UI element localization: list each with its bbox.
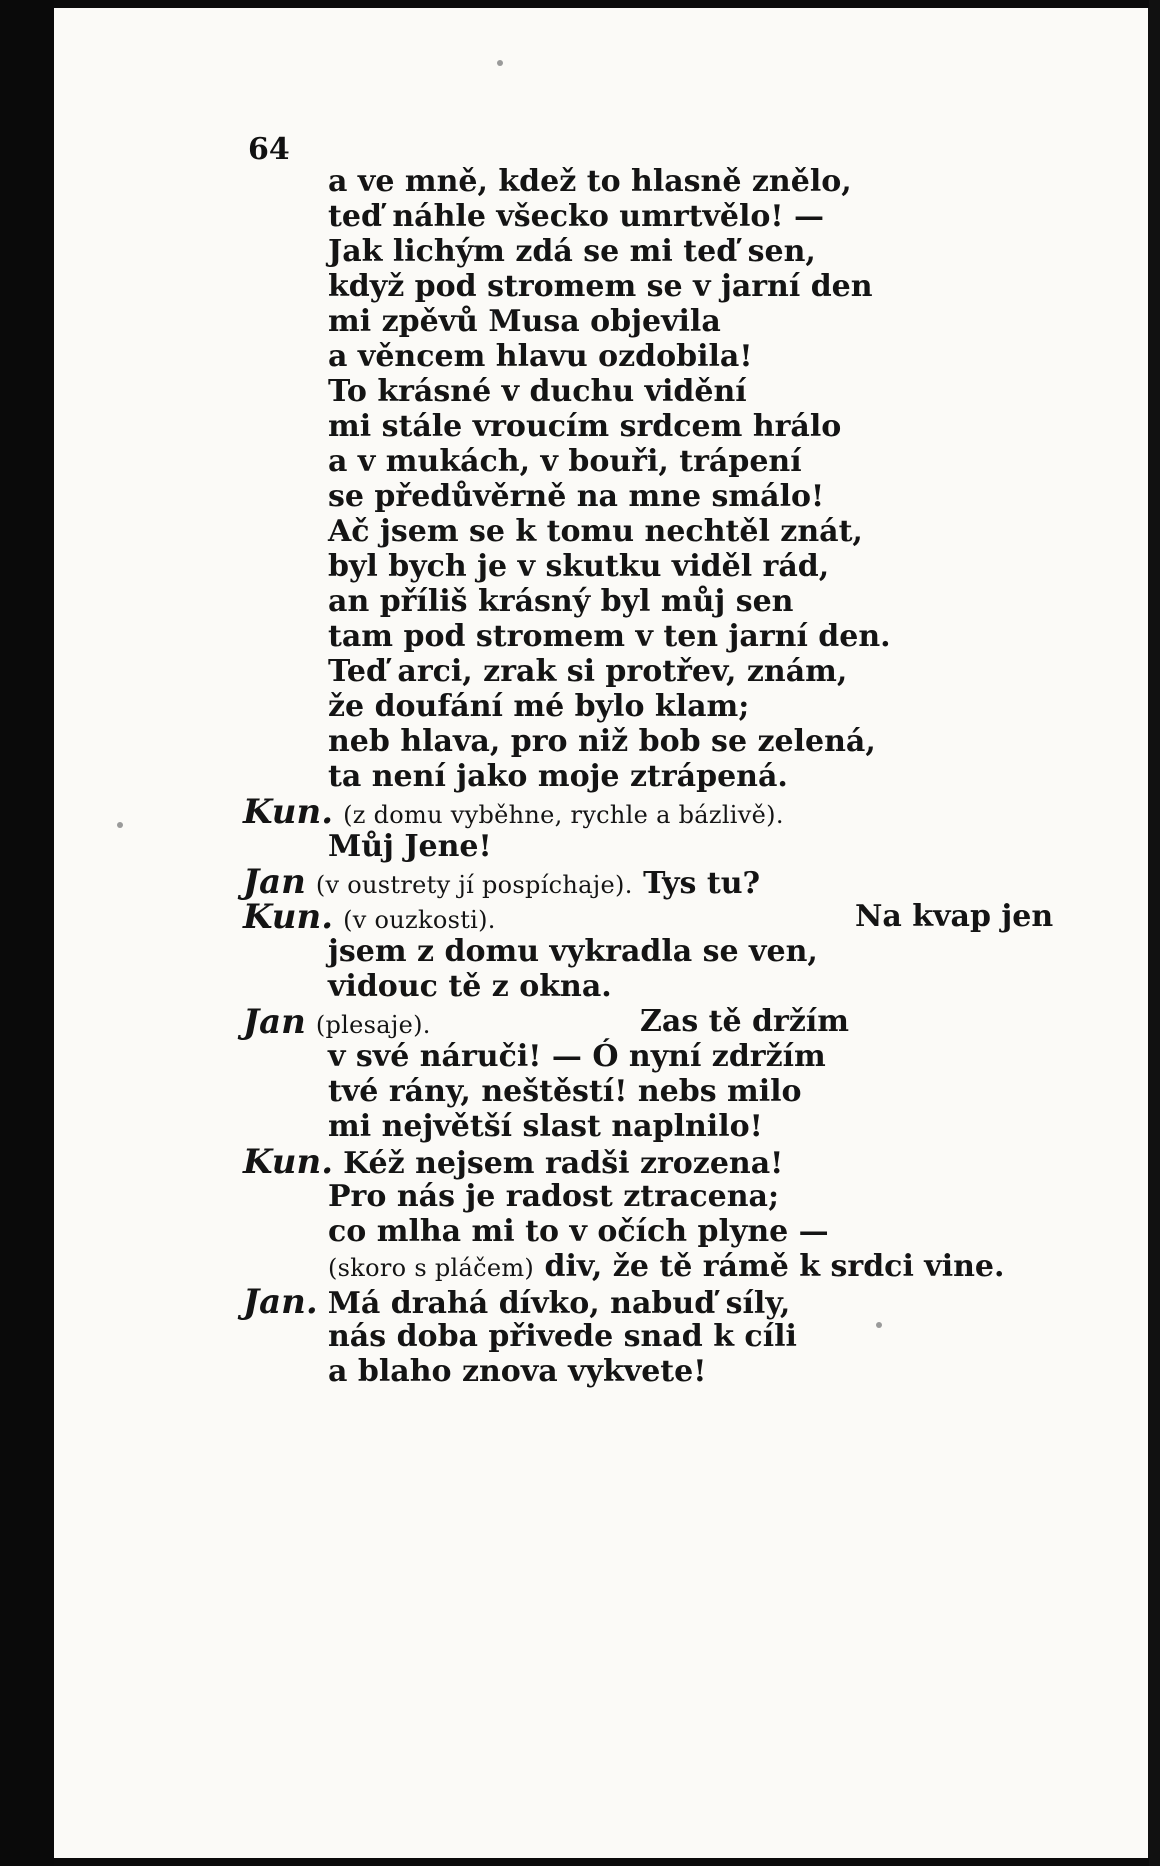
speaker-name: Jan. [243, 1282, 318, 1322]
verse-line: v své náruči! — Ó nyní zdržím [328, 1039, 826, 1074]
verse-text: Kéž nejsem radši zrozena! [343, 1146, 784, 1181]
verse-line: co mlha mi to v očích plyne — [328, 1214, 829, 1249]
verse-line: vidouc tě z okna. [328, 969, 612, 1004]
stage-direction: (z domu vyběhne, rychle a bázlivě). [343, 801, 784, 829]
verse-line: Teď arci, zrak si protřev, znám, [328, 654, 848, 689]
verse-line: nás doba přivede snad k cíli [328, 1319, 797, 1354]
verse-text: Má drahá dívko, nabuď síly, [327, 1286, 791, 1321]
print-speck [876, 1322, 882, 1328]
verse-line: jsem z domu vykradla se ven, [328, 934, 818, 969]
verse-line: Ač jsem se k tomu nechtěl znát, [328, 514, 863, 549]
stage-direction: (v ouzkosti). [343, 906, 496, 934]
print-speck [117, 822, 123, 828]
verse-text: div, že tě rámě k srdci vine. [544, 1249, 1005, 1284]
stage-direction: (skoro s pláčem) [328, 1254, 535, 1282]
scan-border-right [1148, 0, 1160, 1866]
verse-line: Můj Jene! [328, 829, 492, 864]
scan-border-bottom [54, 1858, 1149, 1866]
verse-line: když pod stromem se v jarní den [328, 269, 873, 304]
verse-line: an příliš krásný byl můj sen [328, 584, 794, 619]
verse-line: a blaho znova vykvete! [328, 1354, 707, 1389]
print-speck [497, 60, 503, 66]
stage-direction: (plesaje). [315, 1011, 431, 1039]
verse-line: tam pod stromem v ten jarní den. [328, 619, 891, 654]
verse-line: a věncem hlavu ozdobila! [328, 339, 753, 374]
verse-line: To krásné v duchu vidění [328, 374, 747, 409]
verse-line: mi stále vroucím srdcem hrálo [328, 409, 842, 444]
verse-line: teď náhle všecko umrtvělo! — [328, 199, 825, 234]
verse-line: a v mukách, v bouři, trápení [328, 444, 802, 479]
page-number: 64 [248, 132, 290, 167]
speaker-name: Jan [243, 1002, 306, 1042]
scan-border-left [0, 0, 54, 1866]
speaker-name: Kun. [243, 1142, 334, 1182]
verse-line: tvé rány, neštěstí! nebs milo [328, 1074, 802, 1109]
verse-text: Tys tu? [643, 866, 761, 901]
verse-line: byl bych je v skutku viděl rád, [328, 549, 830, 584]
verse-text: Na kvap jen [855, 899, 1054, 934]
stage-direction: (v oustrety jí pospíchaje). [315, 871, 633, 899]
speaker-name: Kun. [243, 897, 334, 937]
speaker-name: Kun. [243, 792, 334, 832]
speaker-name: Jan [243, 862, 306, 902]
speech-heading [243, 792, 784, 835]
verse-line: ta není jako moje ztrápená. [328, 759, 788, 794]
scan-border-top [54, 0, 1149, 8]
verse-line: mi největší slast naplnilo! [328, 1109, 763, 1144]
verse-line: neb hlava, pro niž bob se zelená, [328, 724, 876, 759]
verse-line: že doufání mé bylo klam; [328, 689, 750, 724]
verse-line: Pro nás je radost ztracena; [328, 1179, 780, 1214]
verse-text: Zas tě držím [640, 1004, 850, 1039]
verse-line: mi zpěvů Musa objevila [328, 304, 721, 339]
verse-line: Jak lichým zdá se mi teď sen, [328, 234, 816, 269]
verse-line: se předůvěrně na mne smálo! [328, 479, 825, 514]
verse-line: a ve mně, kdež to hlasně znělo, [328, 164, 852, 199]
